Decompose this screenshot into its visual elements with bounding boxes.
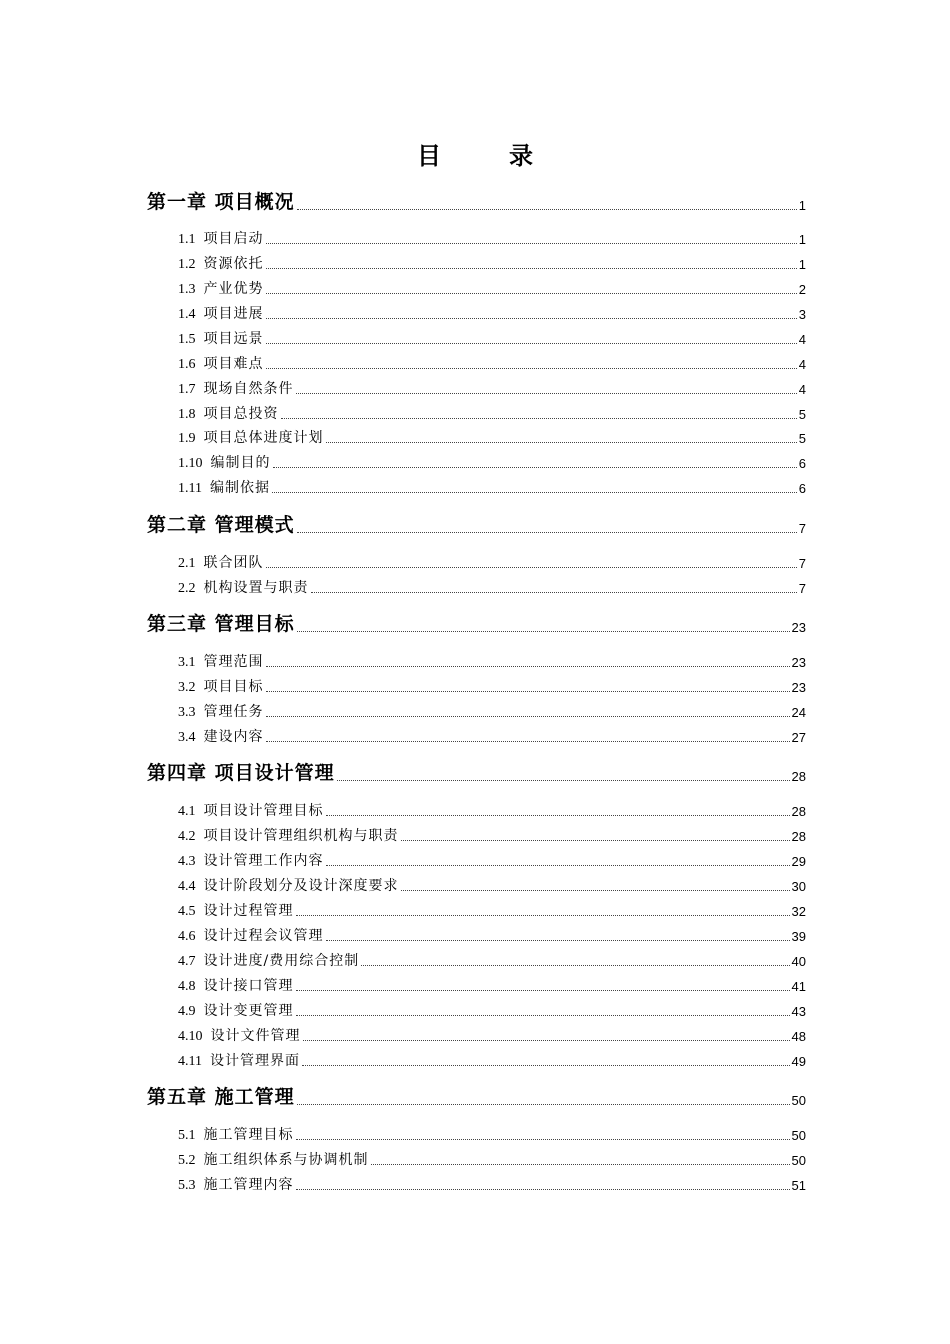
- dot-leader: [266, 716, 790, 717]
- dot-leader: [296, 915, 790, 916]
- toc-section-number: 4.11: [178, 1054, 202, 1069]
- toc-chapter-entry[interactable]: [147, 1085, 806, 1109]
- toc-section-entry[interactable]: [178, 1052, 806, 1070]
- toc-section-entry[interactable]: [178, 1151, 806, 1169]
- toc-entry-label: [178, 1050, 300, 1070]
- dot-leader: [371, 1164, 790, 1165]
- toc-section-entry[interactable]: [178, 255, 806, 273]
- toc-page-number: 2: [798, 282, 806, 297]
- toc-page-number: 27: [791, 730, 806, 745]
- toc-section-number: 4.8: [178, 979, 196, 994]
- toc-section-number: 2.2: [178, 581, 196, 596]
- dot-leader: [302, 1065, 790, 1066]
- toc-section-entry[interactable]: [178, 1027, 806, 1045]
- toc-section-number: 1.8: [178, 407, 196, 422]
- toc-section-entry[interactable]: [178, 1176, 806, 1194]
- toc-section-entry[interactable]: [178, 952, 806, 970]
- toc-entry-label: [178, 676, 264, 696]
- toc-section-title: 项目难点: [203, 356, 264, 372]
- toc-chapter-title: 第二章 管理模式: [147, 514, 295, 536]
- toc-chapter-entry[interactable]: [147, 612, 806, 636]
- toc-page-number: 24: [791, 705, 806, 720]
- toc-section-number: 1.2: [178, 257, 196, 272]
- toc-section-title: 设计变更管理: [203, 1003, 294, 1019]
- dot-leader: [401, 890, 790, 891]
- toc-title: 目 录: [417, 141, 555, 170]
- toc-entry-label: [178, 353, 264, 373]
- toc-section-entry[interactable]: [178, 802, 806, 820]
- toc-section-title: 项目启动: [203, 231, 264, 247]
- toc-page-number: 32: [791, 904, 806, 919]
- toc-page-number: 28: [791, 829, 806, 844]
- dot-leader: [266, 293, 797, 294]
- toc-entry-label: [178, 1000, 294, 1020]
- toc-entry-label: [178, 975, 294, 995]
- toc-entry-label: [178, 701, 264, 721]
- dot-leader: [266, 666, 790, 667]
- toc-section-number: 1.5: [178, 332, 196, 347]
- toc-page-number: 30: [791, 879, 806, 894]
- toc-section-title: 管理任务: [203, 704, 264, 720]
- toc-section-entry[interactable]: [178, 554, 806, 572]
- toc-section-title: 资源依托: [203, 256, 264, 272]
- dot-leader: [303, 1040, 790, 1041]
- toc-chapter-title: 第四章 项目设计管理: [147, 762, 335, 784]
- toc-section-entry[interactable]: [178, 479, 806, 497]
- dot-leader: [297, 631, 790, 632]
- toc-section-title: 编制依据: [209, 480, 270, 496]
- toc-chapter-entry[interactable]: [147, 761, 806, 785]
- toc-page-number: 50: [791, 1153, 806, 1168]
- toc-entry-label: [178, 1124, 294, 1144]
- toc-section-number: 1.4: [178, 307, 196, 322]
- toc-entry-label: [178, 1174, 294, 1194]
- dot-leader: [266, 691, 790, 692]
- toc-section-entry[interactable]: [178, 454, 806, 472]
- dot-leader: [297, 209, 797, 210]
- toc-page-number: 7: [798, 521, 806, 536]
- toc-entry-label: [178, 552, 264, 572]
- toc-section-number: 3.2: [178, 680, 196, 695]
- toc-section-entry[interactable]: [178, 429, 806, 447]
- toc-section-entry[interactable]: [178, 703, 806, 721]
- toc-section-title: 设计阶段划分及设计深度要求: [203, 878, 399, 894]
- toc-section-number: 3.1: [178, 655, 196, 670]
- dot-leader: [311, 592, 797, 593]
- toc-section-number: 4.1: [178, 804, 196, 819]
- toc-entry-label: [178, 1025, 301, 1045]
- toc-page-number: 48: [791, 1029, 806, 1044]
- toc-entry-label: [178, 925, 324, 945]
- toc-entry-label: [178, 278, 264, 298]
- toc-page-number: 43: [791, 1004, 806, 1019]
- toc-entry-label: [178, 950, 359, 970]
- toc-page-number: 29: [791, 854, 806, 869]
- toc-page-number: 4: [798, 382, 806, 397]
- dot-leader: [281, 418, 797, 419]
- toc-section-number: 3.4: [178, 730, 196, 745]
- dot-leader: [337, 780, 790, 781]
- toc-chapter-entry[interactable]: [147, 513, 806, 537]
- toc-page-number: 3: [798, 307, 806, 322]
- dot-leader: [266, 567, 797, 568]
- toc-page-number: 4: [798, 357, 806, 372]
- toc-entry-label: [178, 577, 309, 597]
- toc-section-title: 设计管理工作内容: [203, 853, 324, 869]
- toc-page-number: 1: [798, 257, 806, 272]
- dot-leader: [266, 268, 797, 269]
- toc-section-entry[interactable]: [178, 280, 806, 298]
- toc-section-title: 编制目的: [210, 455, 271, 471]
- toc-entry-label: [178, 303, 264, 323]
- dot-leader: [266, 243, 797, 244]
- toc-entry-label: [178, 403, 279, 423]
- toc-section-number: 4.2: [178, 829, 196, 844]
- toc-entry-label: [178, 875, 399, 895]
- toc-section-title: 设计过程会议管理: [203, 928, 324, 944]
- toc-page-number: 39: [791, 929, 806, 944]
- toc-entry-label: [178, 378, 294, 398]
- toc-entry-label: [178, 328, 264, 348]
- toc-section-title: 项目目标: [203, 679, 264, 695]
- dot-leader: [266, 741, 790, 742]
- toc-section-number: 4.5: [178, 904, 196, 919]
- toc-entry-label: [178, 800, 324, 820]
- toc-section-number: 4.10: [178, 1029, 203, 1044]
- toc-entry-label: [178, 452, 271, 472]
- toc-chapter-title: 第三章 管理目标: [147, 613, 295, 635]
- toc-section-title: 联合团队: [203, 555, 264, 571]
- toc-section-title: 项目进展: [203, 306, 264, 322]
- dot-leader: [326, 815, 790, 816]
- toc-section-number: 1.3: [178, 282, 196, 297]
- toc-section-number: 1.11: [178, 481, 202, 496]
- toc-section-title: 现场自然条件: [203, 381, 294, 397]
- toc-entry-label: [178, 651, 264, 671]
- toc-chapter-title: 第一章 项目概况: [147, 191, 295, 213]
- toc-section-entry[interactable]: [178, 305, 806, 323]
- toc-section-entry[interactable]: [178, 579, 806, 597]
- toc-page-number: 51: [791, 1178, 806, 1193]
- dot-leader: [296, 1189, 790, 1190]
- toc-section-entry[interactable]: [178, 877, 806, 895]
- toc-section-title: 产业优势: [203, 281, 264, 297]
- dot-leader: [297, 1104, 790, 1105]
- dot-leader: [296, 1015, 790, 1016]
- toc-entry-label: [178, 900, 294, 920]
- toc-section-entry[interactable]: [178, 977, 806, 995]
- toc-entry-label: [178, 253, 264, 273]
- toc-section-entry[interactable]: [178, 852, 806, 870]
- dot-leader: [266, 318, 797, 319]
- toc-section-title: 项目设计管理组织机构与职责: [203, 828, 399, 844]
- toc-section-title: 设计过程管理: [203, 903, 294, 919]
- toc-section-number: 4.9: [178, 1004, 196, 1019]
- toc-section-entry[interactable]: [178, 1126, 806, 1144]
- toc-page-number: 49: [791, 1054, 806, 1069]
- toc-page-number: 40: [791, 954, 806, 969]
- toc-section-title: 施工管理目标: [203, 1127, 294, 1143]
- toc-section-title: 管理范围: [203, 654, 264, 670]
- toc-section-title: 施工管理内容: [203, 1177, 294, 1193]
- toc-section-number: 4.3: [178, 854, 196, 869]
- toc-page-number: 50: [791, 1128, 806, 1143]
- toc-page-number: 4: [798, 332, 806, 347]
- toc-section-title: 建设内容: [203, 729, 264, 745]
- toc-section-number: 5.3: [178, 1178, 196, 1193]
- toc-section-title: 施工组织体系与协调机制: [203, 1152, 369, 1168]
- toc-entry-label: [178, 477, 270, 497]
- toc-page-number: 41: [791, 979, 806, 994]
- toc-page-number: 5: [798, 431, 806, 446]
- toc-entry-label: [178, 726, 264, 746]
- toc-section-title: 设计文件管理: [210, 1028, 301, 1044]
- toc-page-number: 1: [798, 232, 806, 247]
- toc-section-entry[interactable]: [178, 653, 806, 671]
- toc-section-title: 设计进度/费用综合控制: [203, 953, 360, 969]
- toc-section-entry[interactable]: [178, 728, 806, 746]
- dot-leader: [266, 343, 797, 344]
- dot-leader: [297, 532, 797, 533]
- toc-section-entry[interactable]: [178, 230, 806, 248]
- toc-section-entry[interactable]: [178, 927, 806, 945]
- toc-entry-label: [178, 228, 264, 248]
- toc-section-entry[interactable]: [178, 355, 806, 373]
- toc-section-number: 5.1: [178, 1128, 196, 1143]
- dot-leader: [273, 467, 797, 468]
- toc-page-number: 6: [798, 456, 806, 471]
- toc-section-number: 4.4: [178, 879, 196, 894]
- toc-section-number: 1.6: [178, 357, 196, 372]
- toc-section-title: 机构设置与职责: [203, 580, 309, 596]
- dot-leader: [296, 1139, 790, 1140]
- toc-section-number: 1.1: [178, 232, 196, 247]
- dot-leader: [326, 865, 790, 866]
- toc-section-entry[interactable]: [178, 380, 806, 398]
- toc-section-number: 4.6: [178, 929, 196, 944]
- dot-leader: [266, 368, 797, 369]
- toc-section-title: 设计管理界面: [209, 1053, 300, 1069]
- toc-page-number: 7: [798, 581, 806, 596]
- toc-page-number: 23: [791, 680, 806, 695]
- dot-leader: [326, 940, 790, 941]
- toc-section-entry[interactable]: [178, 678, 806, 696]
- toc-page-number: 23: [791, 655, 806, 670]
- toc-section-number: 1.10: [178, 456, 203, 471]
- toc-section-number: 4.7: [178, 954, 196, 969]
- toc-page-number: 28: [791, 804, 806, 819]
- toc-section-title: 项目设计管理目标: [203, 803, 324, 819]
- toc-section-title: 项目总体进度计划: [203, 430, 324, 446]
- toc-section-entry[interactable]: [178, 405, 806, 423]
- toc-section-title: 项目远景: [203, 331, 264, 347]
- toc-page-number: 7: [798, 556, 806, 571]
- toc-section-number: 1.7: [178, 382, 196, 397]
- toc-section-number: 2.1: [178, 556, 196, 571]
- toc-section-entry[interactable]: [178, 330, 806, 348]
- toc-page-number: 28: [791, 769, 806, 784]
- toc-section-entry[interactable]: [178, 827, 806, 845]
- toc-chapter-title: 第五章 施工管理: [147, 1086, 295, 1108]
- toc-entry-label: [178, 825, 399, 845]
- toc-section-entry[interactable]: [178, 902, 806, 920]
- toc-section-title: 设计接口管理: [203, 978, 294, 994]
- toc-section-title: 项目总投资: [203, 406, 279, 422]
- dot-leader: [326, 442, 797, 443]
- toc-chapter-entry[interactable]: [147, 190, 806, 214]
- toc-entry-label: [178, 850, 324, 870]
- toc-section-number: 1.9: [178, 431, 196, 446]
- toc-entry-label: [178, 1149, 369, 1169]
- toc-page-number: 6: [798, 481, 806, 496]
- toc-page-number: 1: [798, 198, 806, 213]
- toc-section-entry[interactable]: [178, 1002, 806, 1020]
- toc-section-number: 5.2: [178, 1153, 196, 1168]
- dot-leader: [361, 965, 789, 966]
- toc-page-number: 50: [791, 1093, 806, 1108]
- toc-entry-label: [178, 427, 324, 447]
- toc-page-number: 23: [791, 620, 806, 635]
- toc-section-number: 3.3: [178, 705, 196, 720]
- dot-leader: [401, 840, 790, 841]
- dot-leader: [272, 492, 797, 493]
- toc-page-number: 5: [798, 407, 806, 422]
- dot-leader: [296, 393, 797, 394]
- dot-leader: [296, 990, 790, 991]
